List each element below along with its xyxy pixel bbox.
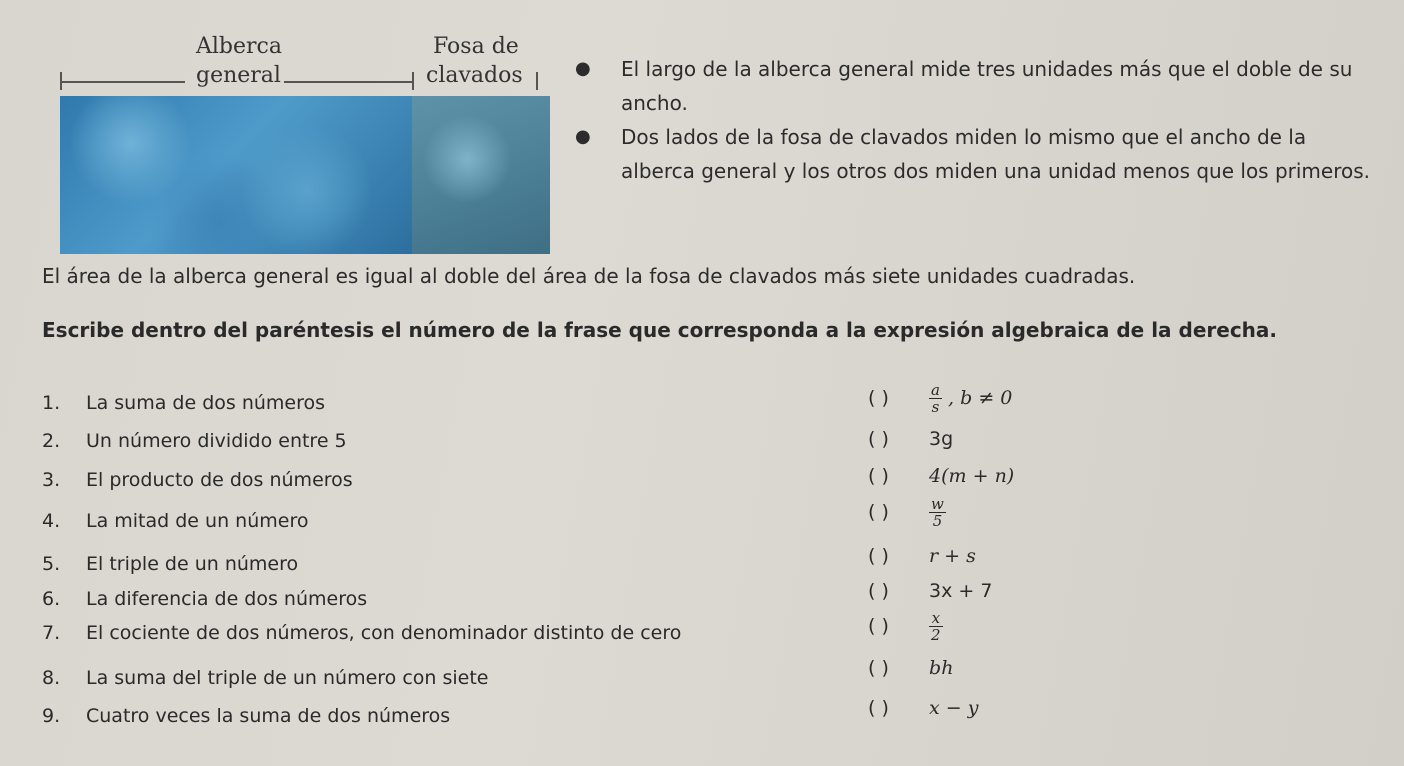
- fosa-label-line1: Fosa de: [433, 34, 519, 59]
- pool-general-area: [60, 96, 412, 254]
- dimension-tick-right: [536, 72, 538, 90]
- expression-3: ( ) 4(m + n): [868, 465, 1015, 487]
- alberca-label-line2: general: [196, 63, 281, 88]
- rule-item: [575, 120, 1375, 188]
- fosa-label-line2: clavados: [426, 63, 523, 88]
- list-item: 5. El triple de un número: [42, 553, 299, 575]
- list-item: 1. La suma de dos números: [42, 392, 326, 414]
- answer-blank[interactable]: ( ): [868, 615, 889, 637]
- list-item: 6. La diferencia de dos números: [42, 588, 368, 610]
- expression-9: ( ) x − y: [868, 697, 979, 719]
- alberca-label-line1: Alberca: [196, 34, 282, 59]
- expression-8: ( ) bh: [868, 657, 954, 679]
- list-item: 4. La mitad de un número: [42, 510, 309, 532]
- answer-blank[interactable]: ( ): [868, 657, 889, 679]
- pool-fosa-area: [412, 96, 550, 254]
- instruction-heading: Escribe dentro del paréntesis el número de la frase que corresponda a la expresión algebraica de la derecha.: [42, 318, 1277, 342]
- list-item: 3. El producto de dos números: [42, 469, 353, 491]
- answer-blank[interactable]: ( ): [868, 580, 889, 602]
- expression-2: ( ) 3g: [868, 428, 954, 450]
- bullet-icon: ●: [575, 58, 591, 79]
- expression-5: ( ) r + s: [868, 545, 976, 567]
- pool-figure-labels: [60, 30, 550, 95]
- list-item: 7. El cociente de dos números, con denominador distinto de cero: [42, 622, 682, 644]
- answer-blank[interactable]: ( ): [868, 501, 889, 523]
- answer-blank[interactable]: ( ): [868, 465, 889, 487]
- area-statement: El área de la alberca general es igual al doble del área de la fosa de clavados más siete unidades cuadradas.: [42, 264, 1136, 288]
- list-item: 9. Cuatro veces la suma de dos números: [42, 705, 451, 727]
- answer-blank[interactable]: ( ): [868, 428, 889, 450]
- expression-6: ( ) 3x + 7: [868, 580, 993, 602]
- dimension-tick-middle: [412, 72, 414, 90]
- expression-7: ( ) $\frac{x}{2}$: [868, 609, 941, 644]
- answer-blank[interactable]: ( ): [868, 697, 889, 719]
- rules-list: [575, 52, 1375, 188]
- bullet-icon: ●: [575, 126, 591, 147]
- list-item: 2. Un número dividido entre 5: [42, 430, 347, 452]
- rule-text: El largo de la alberca general mide tres unidades más que el doble de su ancho.: [621, 57, 1353, 115]
- expression-4: ( ) $\frac{w}{5}$: [868, 495, 944, 530]
- rule-text: Dos lados de la fosa de clavados miden lo mismo que el ancho de la alberca general y los otros dos miden una unidad menos que los primeros.: [621, 125, 1371, 183]
- pool-photo: [60, 96, 550, 254]
- dimension-line-general-right: [284, 81, 412, 83]
- answer-blank[interactable]: ( ): [868, 545, 889, 567]
- expression-1: ( ) $\frac{a}{s}$ , b ≠ 0: [868, 381, 1013, 416]
- answer-blank[interactable]: ( ): [868, 387, 889, 409]
- list-item: 8. La suma del triple de un número con siete: [42, 667, 489, 689]
- dimension-line-general-left: [60, 81, 185, 83]
- rule-item: [575, 52, 1375, 120]
